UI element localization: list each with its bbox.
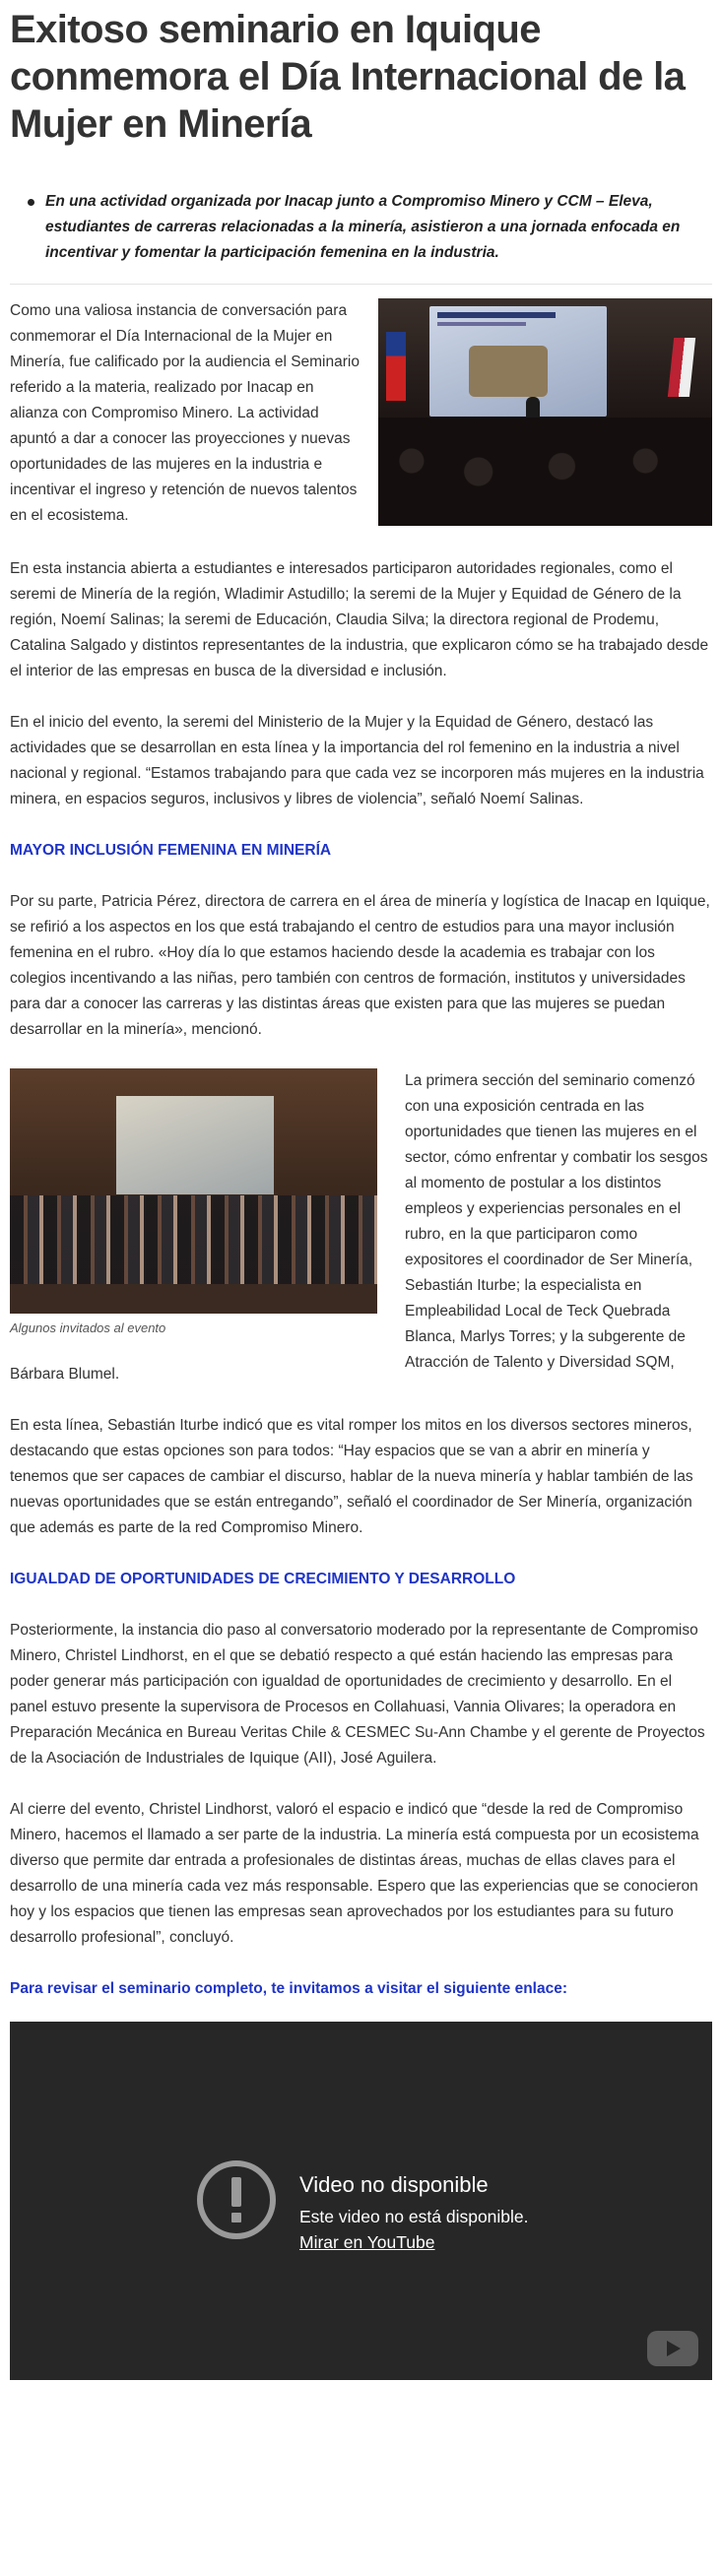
watch-on-youtube-link[interactable]: Mirar en YouTube xyxy=(299,2232,435,2252)
paragraph-2: En esta instancia abierta a estudiantes e interesados participaron autoridades regionales, como el seremi de Minería de la región, Wladimir Astudillo; la seremi de la Mujer y Equidad de Género de la región, Noemí Salinas; la seremi de Educación, Claudia Silva; la directora regional de Prodemu, Catalina Salgado y distintos representantes de la industria, que explicaron cómo se ha trabajado desde el interior de las empresas en busca de la diversidad e inclusión. xyxy=(10,560,709,679)
guests-section xyxy=(10,1068,712,1387)
projection-screen xyxy=(116,1096,274,1194)
article-title: Exitoso seminario en Iquique conmemora el Día Internacional de la Mujer en Minería xyxy=(10,8,686,146)
paragraph-8: Al cierre del evento, Christel Lindhorst, valoró el espacio e indicó que “desde la red de Compromiso Minero, hacemos el llamado a ser parte de la industria. La minería está compuesta por un ecosistema diverso que permite dar entrada a profesionales de distintas áreas, muchas de ellas claves para el desarrollo de una minería cada vez más responsable. Espero que las experiencias que se conocieron hoy y los espacios que tienen las empresas sean aprovechados por los estudiantes para su futuro desarrollo profesional”, concluyó. xyxy=(10,1801,699,1946)
paragraph-6: En esta línea, Sebastián Iturbe indicó que es vital romper los mitos en los diversos sectores mineros, destacando que estas opciones son para todos: “Hay espacios que se van a abrir en minería y tenemos que ser capaces de cambiar el discurso, hablar de la nueva minería y hablar también de las nuevas oportunidades que se están entregando”, señaló el coordinador de Ser Minería, organización que además es parte de la red Compromiso Minero. xyxy=(10,1417,693,1536)
paragraph-7: Posteriormente, la instancia dio paso al conversatorio moderado por la representante de Compromiso Minero, Christel Lindhorst, en el que se debatió respecto a qué están haciendo las empresas para poder generar más participación con igualdad de oportunidades de crecimiento y desarrollo. En el panel estuvo presente la supervisora de Procesos en Collahuasi, Vannia Olivares; la operadora en Preparación Mecánica en Bureau Veritas Chile & CESMEC Su-Ann Chambe y el gerente de Proyectos de la Asociación de Industriales de Iquique (AII), José Aguilera. xyxy=(10,1622,705,1767)
projection-screen xyxy=(429,306,607,417)
youtube-logo-icon[interactable] xyxy=(647,2331,698,2366)
flag-right xyxy=(668,338,695,397)
lead-bullet xyxy=(10,189,712,266)
lead-text: En una actividad organizada por Inacap junto a Compromiso Minero y CCM – Eleva, estudiantes de carreras relacionadas a la minería, asistieron a una jornada enfocada en incentivar y fomentar la participación femenina en la industria. xyxy=(45,193,681,261)
flag-left xyxy=(386,332,406,401)
exclamation-icon xyxy=(231,2177,241,2207)
guests-group xyxy=(10,1195,377,1284)
bullet-dot-icon xyxy=(28,199,34,206)
video-unavailable-subtitle: Este video no está disponible. xyxy=(299,2207,529,2226)
paragraph-3: En el inicio del evento, la seremi del Ministerio de la Mujer y la Equidad de Género, destacó las actividades que se desarrollan en esta línea y la importancia del rol femenino en la industria a nivel nacional y regional. “Estamos trabajando para que cada vez se incorporen más mujeres en la industria minera, en espacios seguros, inclusivos y libres de violencia”, señaló Noemí Salinas. xyxy=(10,714,704,807)
paragraph-1: Como una valiosa instancia de conversación para conmemorar el Día Internacional de la Mujer en Minería, fue calificado por la audiencia el Seminario referido a la materia, realizado por Inacap en alianza con Compromiso Minero. La actividad apuntó a dar a conocer las proyecciones y nuevas oportunidades de las mujeres en la industria e incentivar el ingreso y retención de nuevos talentos en el ecosistema. xyxy=(10,302,360,524)
paragraph-5: La primera sección del seminario comenzó con una exposición centrada en las oportunidades que tienen las mujeres en el sector, cómo enfrentar y combatir los sesgos al momento de postular a los distintos empleos y experiencias personales en el rubro, en la que participaron como expositores el coordinador de Ser Minería, Sebastián Iturbe; la especialista en Empleabilidad Local de Teck Quebrada Blanca, Marlys Torres; y la subgerente de Atracción de Talento y Diversidad SQM, xyxy=(405,1072,708,1371)
audience-crowd xyxy=(378,418,712,526)
video-cta: Para revisar el seminario completo, te invitamos a visitar el siguiente enlace: xyxy=(10,1980,567,1997)
divider xyxy=(10,284,712,285)
guests-group-photo xyxy=(10,1068,377,1314)
section-heading-equality: IGUALDAD DE OPORTUNIDADES DE CRECIMIENTO Y DESARROLLO xyxy=(10,1571,516,1587)
video-unavailable-title: Video no disponible xyxy=(299,2172,489,2197)
paragraph-5-tail: Bárbara Blumel. xyxy=(10,1366,120,1383)
seminar-audience-photo xyxy=(378,298,712,526)
paragraph-4: Por su parte, Patricia Pérez, directora de carrera en el área de minería y logística de Inacap en Iquique, se refirió a los aspectos en los que está trabajando el centro de estudios para una mayor inclusión femenina en el rubro. «Hoy día lo que estamos haciendo desde la academia es trabajar con los colegios incentivando a las niñas, pero también con centros de formación, institutos y universidades para dar a conocer las carreras y las distintas áreas que existen para que las mujeres se puedan desarrollar en la minería», mencionó. xyxy=(10,893,710,1038)
photo-caption: Algunos invitados al evento xyxy=(10,1320,166,1335)
section-heading-inclusion: MAYOR INCLUSIÓN FEMENINA EN MINERÍA xyxy=(10,842,332,859)
intro-section xyxy=(10,298,712,556)
video-embed[interactable] xyxy=(10,2022,712,2380)
exclamation-dot-icon xyxy=(231,2213,241,2222)
